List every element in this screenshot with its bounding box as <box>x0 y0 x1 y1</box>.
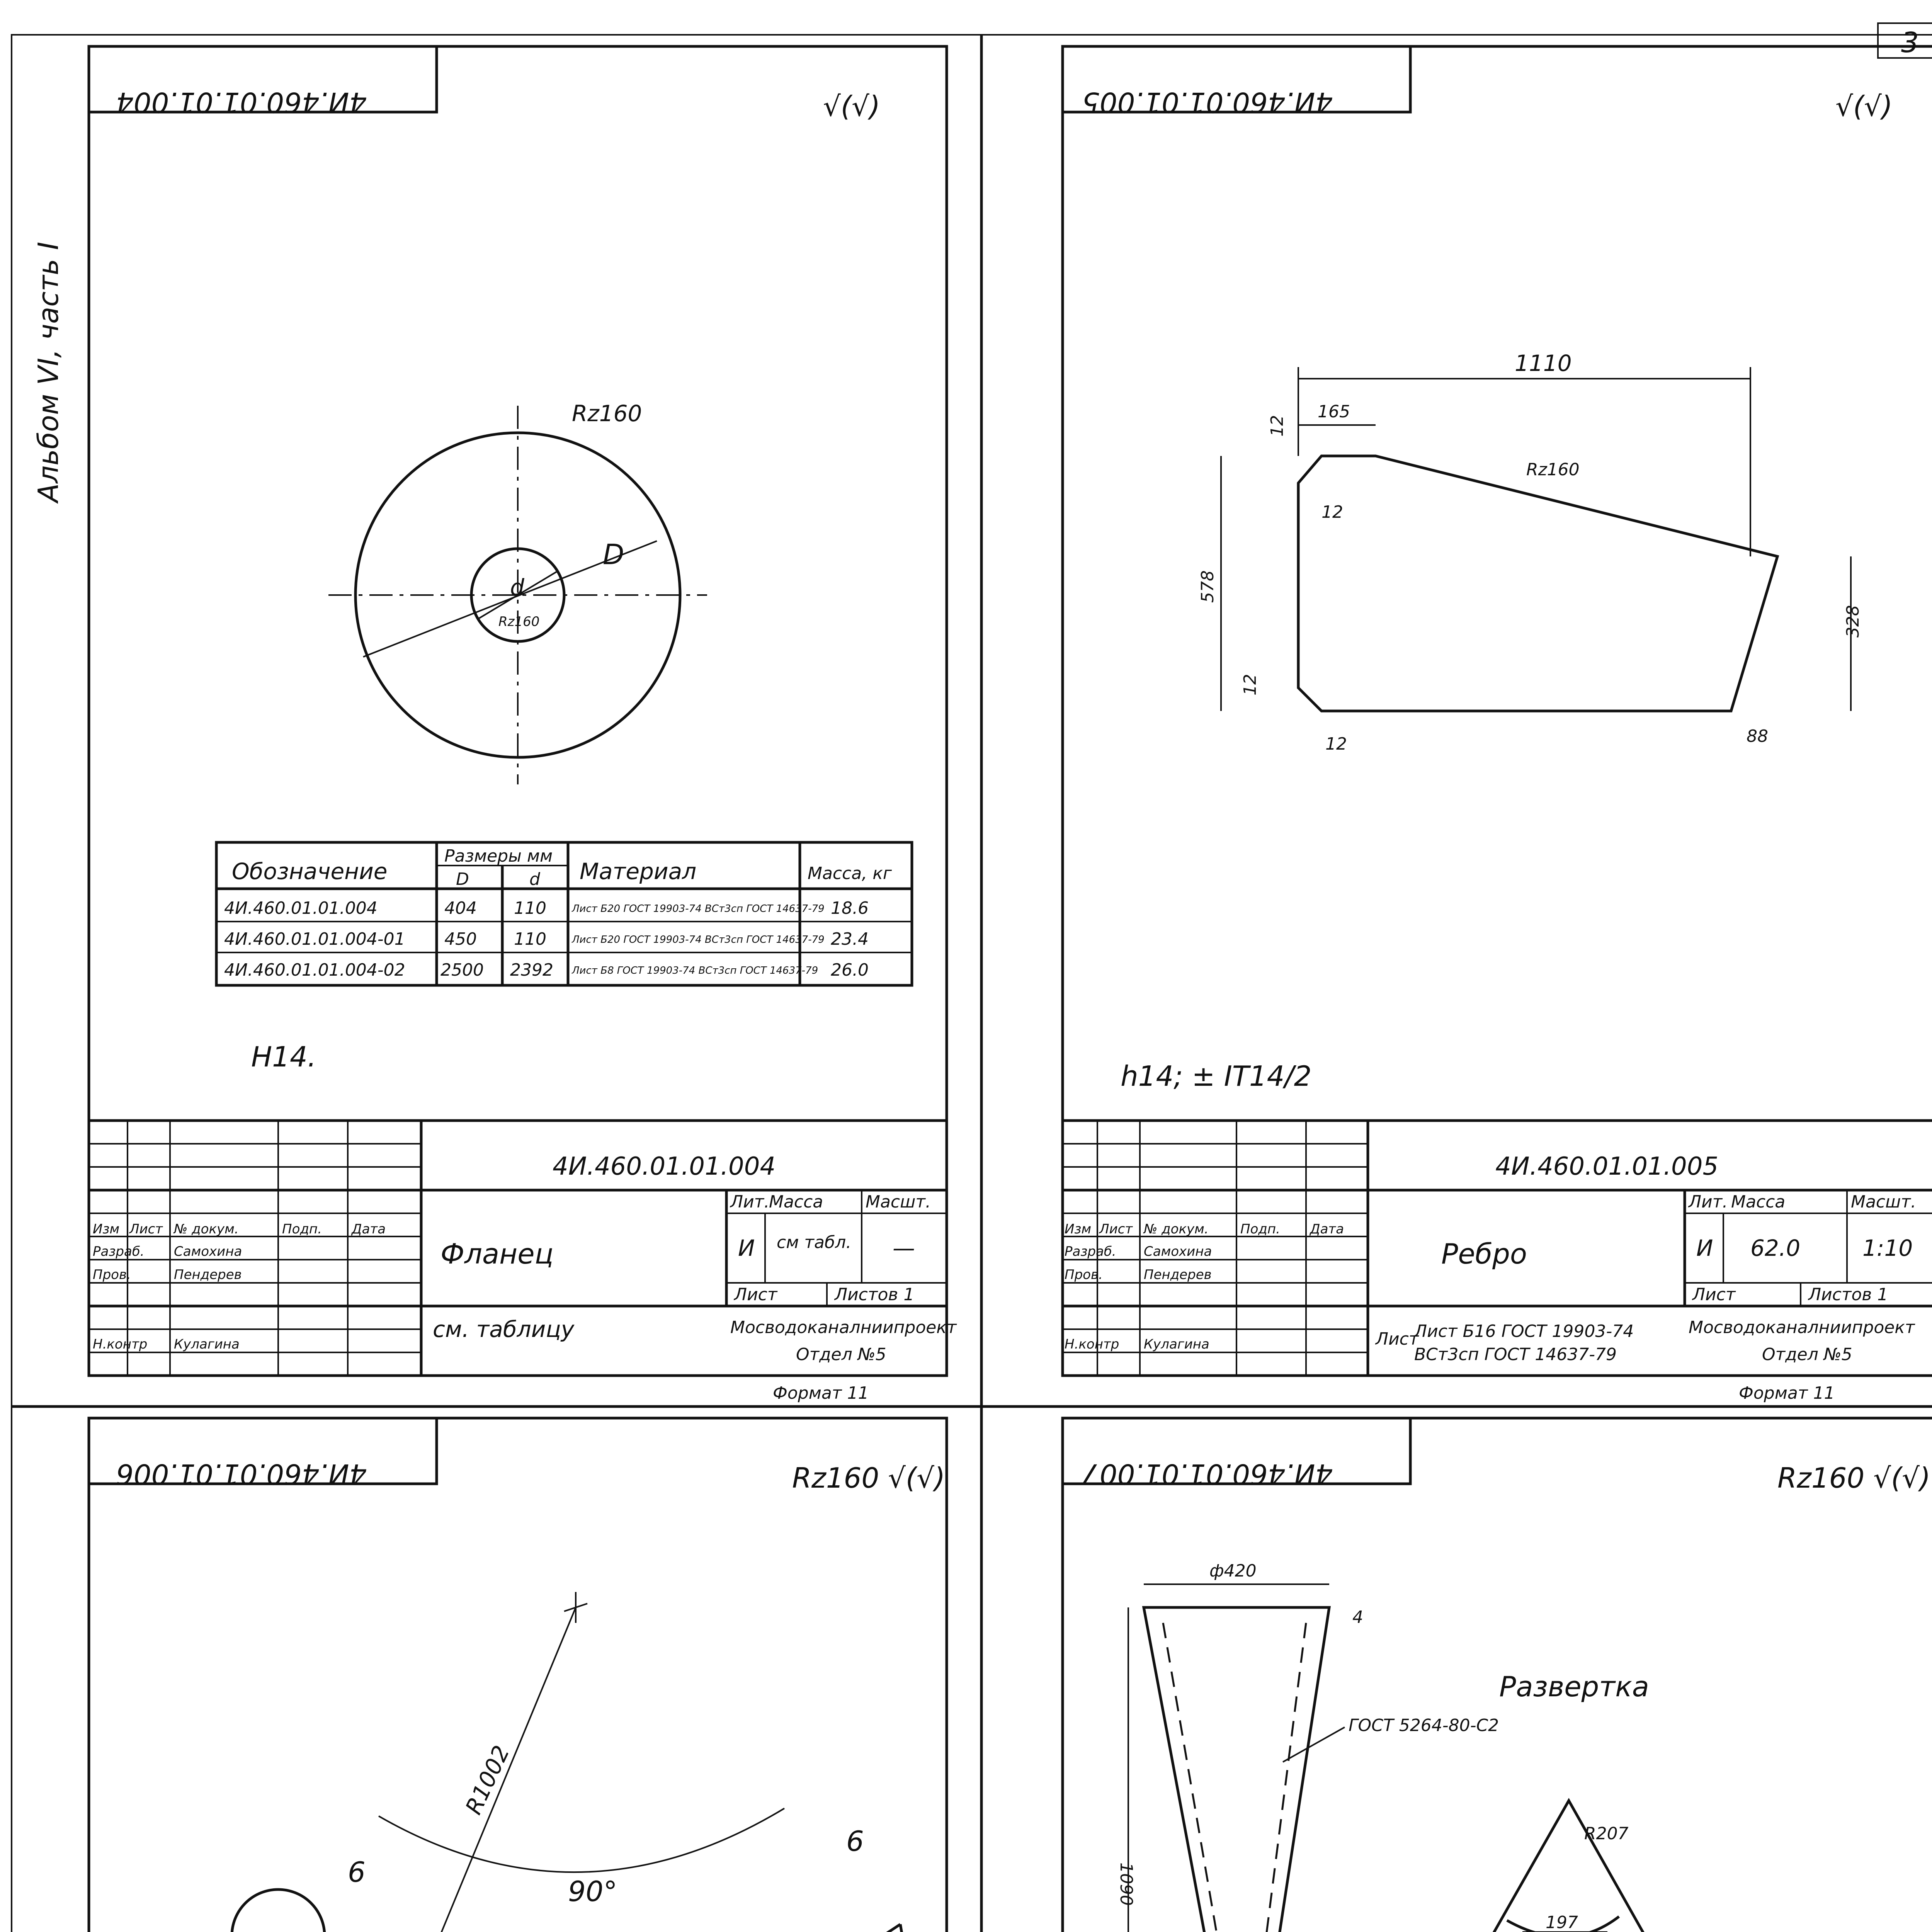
svg-text:Мосводоканалниипроект: Мосводоканалниипроект <box>730 1318 957 1337</box>
svg-text:Самохина: Самохина <box>1144 1244 1212 1259</box>
flange-row-1-mat: Лист Б20 ГОСТ 19903-74 ВСт3сп ГОСТ 14637-79 <box>572 903 825 915</box>
flange-rough-hole: Rz160 <box>498 614 540 629</box>
flange-row-1-d: 110 <box>514 898 546 918</box>
sheet-2-material-1: Лист Б16 ГОСТ 19903-74 <box>1414 1321 1634 1341</box>
svg-text:R207: R207 <box>1584 1824 1629 1844</box>
svg-text:Масшт.: Масшт. <box>1851 1192 1916 1212</box>
flange-row-2-code: 4И.460.01.01.004-01 <box>224 929 405 949</box>
development-label: Развертка <box>1499 1670 1649 1703</box>
sheet-1-name: Фланец <box>440 1238 554 1270</box>
svg-text:1110: 1110 <box>1515 350 1572 376</box>
svg-text:Самохина: Самохина <box>174 1244 242 1259</box>
svg-text:Дата: Дата <box>352 1221 386 1237</box>
sheet-1-roughness: √(√) <box>823 90 880 122</box>
svg-text:328: 328 <box>1843 605 1863 638</box>
development-outline <box>1279 1801 1859 1932</box>
flange-th-mass: Масса, кг <box>808 864 892 883</box>
flange-row-1-code: 4И.460.01.01.004 <box>224 898 378 918</box>
svg-text:578: 578 <box>1198 570 1218 603</box>
svg-text:И: И <box>738 1235 755 1261</box>
sheet-4-frame <box>1063 1418 1932 1932</box>
sheet-2-code-upside: 4И.460.01.01.005 <box>1082 86 1333 119</box>
svg-text:Н.контр: Н.контр <box>1065 1337 1119 1352</box>
flange-row-3-mass: 26.0 <box>831 960 869 980</box>
flange-row-3-D: 2500 <box>440 960 484 980</box>
arc-angle-dim <box>379 1808 784 1872</box>
svg-text:Пров.: Пров. <box>93 1267 131 1282</box>
svg-text:Лист: Лист <box>1376 1329 1419 1349</box>
flange-th-D: D <box>456 869 469 889</box>
svg-text:Листов 1: Листов 1 <box>1808 1285 1888 1304</box>
flange-row-2-d: 110 <box>514 929 546 949</box>
svg-text:Лист: Лист <box>1099 1221 1133 1237</box>
flange-row-2-mat: Лист Б20 ГОСТ 19903-74 ВСт3сп ГОСТ 14637-79 <box>572 934 825 946</box>
corner-number: 3 <box>1901 26 1919 59</box>
sheet-2-material-2: ВСт3сп ГОСТ 14637-79 <box>1414 1345 1617 1364</box>
svg-text:12: 12 <box>1240 674 1260 696</box>
sheet-1-code: 4И.460.01.01.004 <box>553 1152 776 1181</box>
sheet-4-roughness: Rz160 √(√) <box>1777 1462 1931 1494</box>
svg-text:№ докум.: № докум. <box>1144 1221 1209 1237</box>
svg-text:1:10: 1:10 <box>1862 1235 1913 1261</box>
sheet-1-title-block <box>89 1121 957 1376</box>
flange-label-D: D <box>603 538 624 571</box>
svg-text:1090: 1090 <box>1116 1862 1136 1906</box>
sheet-3-frame <box>89 1418 947 1932</box>
arc-outer <box>267 1924 900 1932</box>
sheet-1-format: Формат 11 <box>773 1383 869 1403</box>
sheet-2-name: Ребро <box>1441 1238 1527 1270</box>
svg-text:12: 12 <box>1321 502 1343 522</box>
svg-text:Лит.: Лит. <box>1689 1192 1728 1212</box>
svg-text:ф420: ф420 <box>1209 1561 1257 1581</box>
svg-text:Отдел №5: Отдел №5 <box>796 1345 886 1364</box>
svg-text:Отдел №5: Отдел №5 <box>1762 1345 1852 1364</box>
sheet-3-code-upside: 4И.460.01.01.006 <box>116 1458 367 1490</box>
svg-text:Изм: Изм <box>1065 1221 1092 1237</box>
sheet-2-format: Формат 11 <box>1739 1383 1835 1403</box>
sheet-2-roughness: √(√) <box>1835 90 1893 122</box>
sheet-1-material: см. таблицу <box>433 1316 575 1342</box>
flange-th-d: d <box>529 869 540 889</box>
page-frame <box>12 35 1932 1932</box>
svg-text:R1002: R1002 <box>460 1741 515 1818</box>
svg-text:Дата: Дата <box>1310 1221 1344 1237</box>
album-label: Альбом VI, часть I <box>32 242 65 502</box>
svg-text:Пров.: Пров. <box>1065 1267 1103 1282</box>
flange-row-1-mass: 18.6 <box>831 898 869 918</box>
svg-text:ГОСТ 5264-80-С2: ГОСТ 5264-80-С2 <box>1349 1716 1499 1735</box>
svg-text:см табл.: см табл. <box>777 1233 852 1252</box>
svg-text:Пендерев: Пендерев <box>174 1267 242 1282</box>
svg-text:И: И <box>1696 1235 1713 1261</box>
flange-th-size: Размеры мм <box>444 846 553 866</box>
flange-th-material: Материал <box>580 858 697 884</box>
sheet-2-code: 4И.460.01.01.005 <box>1495 1152 1719 1181</box>
svg-text:165: 165 <box>1318 402 1350 422</box>
flange-row-1-D: 404 <box>444 898 477 918</box>
flange-label-d: d <box>510 574 524 600</box>
sheet-1-code-upside: 4И.460.01.01.004 <box>116 86 367 119</box>
sheet-3-roughness: Rz160 √(√) <box>792 1462 946 1494</box>
sheet-2-title-block <box>1063 1121 1932 1376</box>
flange-row-2-mass: 23.4 <box>831 929 869 949</box>
svg-text:Разраб.: Разраб. <box>1065 1244 1116 1259</box>
svg-text:Изм: Изм <box>93 1221 120 1237</box>
flange-th-code: Обозначение <box>232 858 388 884</box>
detail-circle <box>232 1889 325 1932</box>
sheet-2 <box>1063 46 1932 1403</box>
svg-text:Кулагина: Кулагина <box>174 1337 240 1352</box>
svg-text:Лист: Лист <box>129 1221 163 1237</box>
svg-text:197: 197 <box>1546 1913 1578 1932</box>
svg-text:6: 6 <box>348 1856 366 1888</box>
svg-text:Масса: Масса <box>769 1192 823 1212</box>
svg-text:Подп.: Подп. <box>1240 1221 1280 1237</box>
svg-text:Кулагина: Кулагина <box>1144 1337 1209 1352</box>
flange-row-3-mat: Лист Б8 ГОСТ 19903-74 ВСт3сп ГОСТ 14637-79 <box>572 965 818 976</box>
svg-text:—: — <box>893 1235 915 1261</box>
svg-text:Масса: Масса <box>1731 1192 1786 1212</box>
sheet-3 <box>89 1418 957 1932</box>
svg-text:62.0: 62.0 <box>1750 1235 1801 1261</box>
rib-outline <box>1298 456 1777 711</box>
svg-text:12: 12 <box>1267 415 1287 437</box>
svg-text:Листов 1: Листов 1 <box>835 1285 915 1304</box>
sheet-1 <box>89 46 957 1403</box>
sheet-4-code-upside: 4И.460.01.01.007 <box>1082 1458 1333 1490</box>
svg-text:Лист: Лист <box>734 1285 777 1304</box>
svg-text:Подп.: Подп. <box>282 1221 322 1237</box>
flange-row-3-d: 2392 <box>510 960 553 980</box>
svg-text:Н.контр: Н.контр <box>93 1337 148 1352</box>
svg-text:88: 88 <box>1747 726 1768 746</box>
svg-text:Мосводоканалниипроект: Мосводоканалниипроект <box>1689 1318 1915 1337</box>
svg-text:90°: 90° <box>568 1875 617 1908</box>
svg-text:12: 12 <box>1325 734 1347 754</box>
svg-text:4: 4 <box>1352 1607 1363 1627</box>
sheet-1-tolerance: Н14. <box>251 1041 316 1073</box>
svg-text:Пендерев: Пендерев <box>1144 1267 1212 1282</box>
svg-text:Rz160: Rz160 <box>1526 460 1580 480</box>
flange-row-2-D: 450 <box>444 929 477 949</box>
svg-text:Масшт.: Масшт. <box>866 1192 931 1212</box>
flange-row-3-code: 4И.460.01.01.004-02 <box>224 960 405 980</box>
svg-text:6: 6 <box>846 1825 864 1857</box>
svg-text:Разраб.: Разраб. <box>93 1244 145 1259</box>
sheet-4 <box>1063 1418 1932 1932</box>
flange-rough-disc: Rz160 <box>572 400 642 427</box>
svg-text:№ докум.: № докум. <box>174 1221 239 1237</box>
svg-text:Лит.: Лит. <box>730 1192 770 1212</box>
svg-text:Лист: Лист <box>1692 1285 1736 1304</box>
sheet-2-tolerance: h14; ± IT14/2 <box>1121 1060 1312 1092</box>
